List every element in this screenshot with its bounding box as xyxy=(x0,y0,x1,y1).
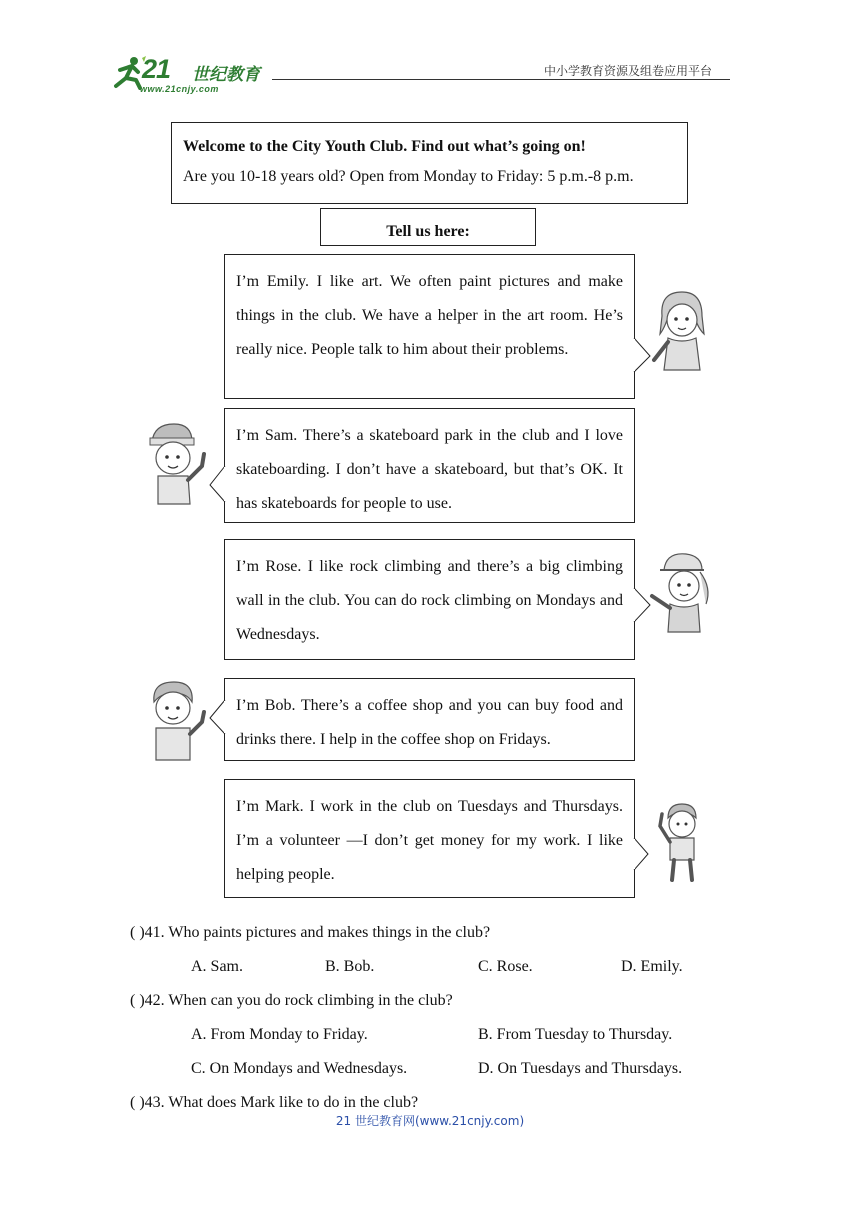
question-43-text: 43. What does Mark like to do in the club? xyxy=(144,1094,419,1111)
tell-us-label: Tell us here: xyxy=(386,223,470,240)
bubble-sam xyxy=(224,408,635,523)
question-43 xyxy=(130,1093,418,1113)
notice-subtitle: Are you 10-18 years old? Open from Monday to Friday: 5 p.m.-8 p.m. xyxy=(183,168,634,185)
bubble-sam-text: I’m Sam. There’s a skateboard park in the club and I love skateboarding. I don’t have a skateboard, but that’s OK. It has skateboards for people to use. xyxy=(236,427,623,512)
q41-option-d: D. Emily. xyxy=(621,958,683,975)
header-divider xyxy=(272,79,730,80)
welcome-notice xyxy=(171,122,688,204)
logo-cn-text: 世纪教育 xyxy=(192,65,260,85)
q41-option-b: B. Bob. xyxy=(325,958,375,975)
bob-boy-icon xyxy=(146,678,212,764)
rose-girl-icon xyxy=(646,548,716,636)
bubble-mark-tail xyxy=(634,838,652,874)
bubble-emily xyxy=(224,254,635,399)
notice-title: Welcome to the City Youth Club. Find out what’s going on! xyxy=(183,138,586,155)
bubble-mark xyxy=(224,779,635,898)
answer-bracket-43[interactable]: ( ) xyxy=(130,1094,145,1111)
sam-boy-icon xyxy=(144,420,210,508)
q41-option-a: A. Sam. xyxy=(191,958,243,975)
bubble-rose xyxy=(224,539,635,660)
bubble-sam-tail xyxy=(208,466,226,504)
bubble-rose-text: I’m Rose. I like rock climbing and there’s a big climbing wall in the club. You can do rock climbing on Mondays and Wednesdays. xyxy=(236,558,623,643)
emily-girl-icon xyxy=(650,286,712,372)
question-42-text: 42. When can you do rock climbing in the club? xyxy=(144,992,453,1009)
logo-number: 21 xyxy=(142,54,171,84)
q42-option-a: A. From Monday to Friday. xyxy=(191,1026,368,1043)
platform-text: 中小学教育资源及组卷应用平台 xyxy=(543,64,712,78)
bubble-bob xyxy=(224,678,635,761)
tell-us-box xyxy=(320,208,536,246)
mark-boy-icon xyxy=(654,800,708,886)
site-logo xyxy=(112,52,277,96)
question-42 xyxy=(130,991,453,1011)
q42-option-b: B. From Tuesday to Thursday. xyxy=(478,1026,673,1043)
q42-option-c: C. On Mondays and Wednesdays. xyxy=(191,1060,408,1077)
answer-bracket-42[interactable]: ( ) xyxy=(130,992,145,1009)
bubble-bob-text: I’m Bob. There’s a coffee shop and you can buy food and drinks there. I help in the coffee shop on Fridays. xyxy=(236,697,623,748)
bubble-emily-text: I’m Emily. I like art. We often paint pictures and make things in the club. We have a helper in the art room. He’s really nice. People talk to him about their problems. xyxy=(236,273,623,358)
question-41 xyxy=(130,923,490,943)
q42-option-d: D. On Tuesdays and Thursdays. xyxy=(478,1060,683,1077)
bubble-mark-text: I’m Mark. I work in the club on Tuesdays and Thursdays. I’m a volunteer —I don’t get money for my work. I like helping people. xyxy=(236,798,623,883)
logo-url: www.21cnjy.com xyxy=(140,84,219,94)
answer-bracket-41[interactable]: ( ) xyxy=(130,924,145,941)
q41-option-c: C. Rose. xyxy=(478,958,533,975)
question-41-text: 41. Who paints pictures and makes things in the club? xyxy=(144,924,491,941)
footer-text: 21 世纪教育网(www.21cnjy.com) xyxy=(335,1114,525,1128)
